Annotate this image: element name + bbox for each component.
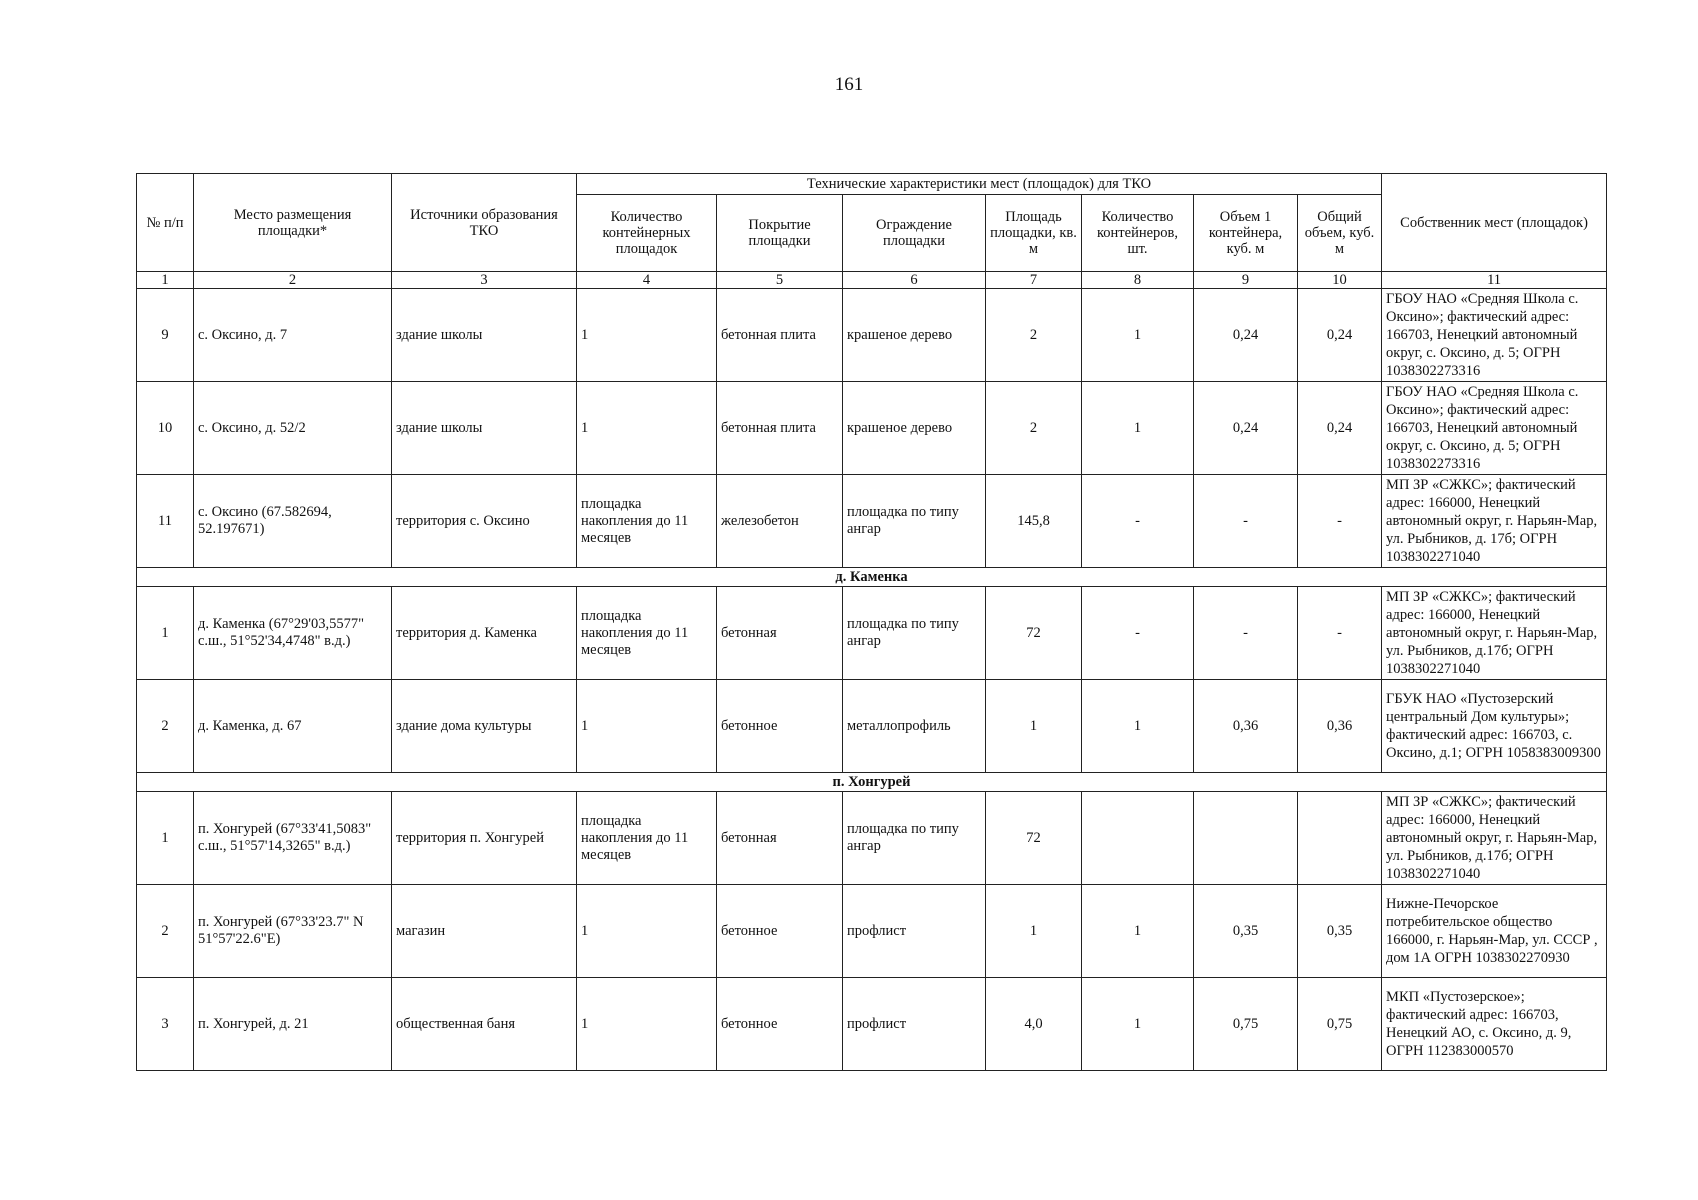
area-cell: 145,8 — [986, 475, 1082, 568]
tko-sites-table — [136, 173, 1607, 1071]
owner-cell: ГБОУ НАО «Средняя Школа с. Оксино»; фактический адрес: 166703, Ненецкий автономный округ, с. Оксино, д. 5; ОГРН 1038302273316 — [1382, 382, 1607, 475]
header-fence: Ограждение площадки — [843, 195, 986, 272]
container-count-cell: 1 — [1082, 978, 1194, 1071]
volume-total-cell: - — [1298, 475, 1382, 568]
volume-total-cell: 0,35 — [1298, 885, 1382, 978]
area-cell: 2 — [986, 382, 1082, 475]
owner-cell: ГБОУ НАО «Средняя Школа с. Оксино»; фактический адрес: 166703, Ненецкий автономный округ, с. Оксино, д. 5; ОГРН 1038302273316 — [1382, 289, 1607, 382]
owner-cell: МП ЗР «СЖКС»; фактический адрес: 166000, Ненецкий автономный округ, г. Нарьян-Мар, ул. Рыбников, д. 17б; ОГРН 1038302271040 — [1382, 475, 1607, 568]
owner-cell: МП ЗР «СЖКС»; фактический адрес: 166000, Ненецкий автономный округ, г. Нарьян-Мар, ул. Рыбников, д.17б; ОГРН 1038302271040 — [1382, 587, 1607, 680]
area-cell: 1 — [986, 680, 1082, 773]
column-number: 4 — [577, 272, 717, 289]
volume-total-cell: 0,24 — [1298, 289, 1382, 382]
place-cell: д. Каменка (67°29'03,5577" с.ш., 51°52'34,4748" в.д.) — [194, 587, 392, 680]
section-title: п. Хонгурей — [137, 773, 1607, 792]
owner-cell: ГБУК НАО «Пустозерский центральный Дом культуры»; фактический адрес: 166703, с. Оксино, д.1; ОГРН 1058383009300 — [1382, 680, 1607, 773]
table-body — [137, 272, 1607, 1071]
container-count-cell: 1 — [1082, 289, 1194, 382]
volume-one-cell: - — [1194, 475, 1298, 568]
table-row — [137, 587, 1607, 680]
fence-cell: крашеное дерево — [843, 289, 986, 382]
fence-cell: площадка по типу ангар — [843, 587, 986, 680]
place-cell: с. Оксино (67.582694, 52.197671) — [194, 475, 392, 568]
row-number: 1 — [137, 587, 194, 680]
owner-cell: МП ЗР «СЖКС»; фактический адрес: 166000, Ненецкий автономный округ, г. Нарьян-Мар, ул. Рыбников, д.17б; ОГРН 1038302271040 — [1382, 792, 1607, 885]
area-cell: 72 — [986, 792, 1082, 885]
site-count-cell: 1 — [577, 289, 717, 382]
volume-one-cell: 0,36 — [1194, 680, 1298, 773]
cover-cell: бетонная — [717, 587, 843, 680]
fence-cell: металлопрофиль — [843, 680, 986, 773]
table-row — [137, 382, 1607, 475]
column-number: 5 — [717, 272, 843, 289]
column-number: 1 — [137, 272, 194, 289]
site-count-cell: 1 — [577, 978, 717, 1071]
column-numbers-row — [137, 272, 1607, 289]
volume-total-cell: - — [1298, 587, 1382, 680]
row-number: 11 — [137, 475, 194, 568]
section-row — [137, 568, 1607, 587]
header-sources: Источники образования ТКО — [392, 174, 577, 272]
place-cell: с. Оксино, д. 52/2 — [194, 382, 392, 475]
volume-one-cell: 0,75 — [1194, 978, 1298, 1071]
header-owner: Собственник мест (площадок) — [1382, 174, 1607, 272]
column-number: 8 — [1082, 272, 1194, 289]
volume-total-cell: 0,24 — [1298, 382, 1382, 475]
container-count-cell — [1082, 792, 1194, 885]
header-volume-total: Общий объем, куб. м — [1298, 195, 1382, 272]
area-cell: 1 — [986, 885, 1082, 978]
place-cell: с. Оксино, д. 7 — [194, 289, 392, 382]
volume-one-cell: - — [1194, 587, 1298, 680]
site-count-cell: площадка накопления до 11 месяцев — [577, 587, 717, 680]
column-number: 9 — [1194, 272, 1298, 289]
column-number: 3 — [392, 272, 577, 289]
container-count-cell: 1 — [1082, 382, 1194, 475]
row-number: 3 — [137, 978, 194, 1071]
column-number: 11 — [1382, 272, 1607, 289]
cover-cell: бетонное — [717, 885, 843, 978]
source-cell: территория с. Оксино — [392, 475, 577, 568]
source-cell: магазин — [392, 885, 577, 978]
column-number: 6 — [843, 272, 986, 289]
page-number: 161 — [834, 74, 864, 95]
volume-total-cell: 0,36 — [1298, 680, 1382, 773]
section-title: д. Каменка — [137, 568, 1607, 587]
section-row — [137, 773, 1607, 792]
place-cell: п. Хонгурей (67°33'41,5083" с.ш., 51°57'14,3265" в.д.) — [194, 792, 392, 885]
place-cell: п. Хонгурей, д. 21 — [194, 978, 392, 1071]
cover-cell: бетонная — [717, 792, 843, 885]
header-area: Площадь площадки, кв. м — [986, 195, 1082, 272]
volume-total-cell — [1298, 792, 1382, 885]
volume-one-cell: 0,24 — [1194, 289, 1298, 382]
header-no: № п/п — [137, 174, 194, 272]
header-group-technical: Технические характеристики мест (площадок) для ТКО — [577, 174, 1382, 195]
site-count-cell: 1 — [577, 885, 717, 978]
area-cell: 72 — [986, 587, 1082, 680]
source-cell: территория п. Хонгурей — [392, 792, 577, 885]
source-cell: здание школы — [392, 289, 577, 382]
source-cell: территория д. Каменка — [392, 587, 577, 680]
fence-cell: площадка по типу ангар — [843, 792, 986, 885]
column-number: 2 — [194, 272, 392, 289]
fence-cell: профлист — [843, 885, 986, 978]
row-number: 10 — [137, 382, 194, 475]
owner-cell: Нижне-Печорское потребительское общество 166000, г. Нарьян-Мар, ул. СССР , дом 1А ОГРН 1038302270930 — [1382, 885, 1607, 978]
container-count-cell: 1 — [1082, 680, 1194, 773]
volume-one-cell — [1194, 792, 1298, 885]
table-row — [137, 978, 1607, 1071]
header-count-sites: Количество контейнерных площадок — [577, 195, 717, 272]
place-cell: д. Каменка, д. 67 — [194, 680, 392, 773]
table-row — [137, 792, 1607, 885]
table-row — [137, 885, 1607, 978]
header-cover: Покрытие площадки — [717, 195, 843, 272]
container-count-cell: - — [1082, 475, 1194, 568]
header-volume-one: Объем 1 контейнера, куб. м — [1194, 195, 1298, 272]
row-number: 9 — [137, 289, 194, 382]
cover-cell: бетонная плита — [717, 382, 843, 475]
row-number: 2 — [137, 680, 194, 773]
source-cell: здание школы — [392, 382, 577, 475]
place-cell: п. Хонгурей (67°33'23.7" N 51°57'22.6"E) — [194, 885, 392, 978]
header-count-containers: Количество контейнеров, шт. — [1082, 195, 1194, 272]
fence-cell: крашеное дерево — [843, 382, 986, 475]
volume-total-cell: 0,75 — [1298, 978, 1382, 1071]
cover-cell: бетонное — [717, 680, 843, 773]
source-cell: здание дома культуры — [392, 680, 577, 773]
cover-cell: бетонное — [717, 978, 843, 1071]
fence-cell: профлист — [843, 978, 986, 1071]
table-row — [137, 289, 1607, 382]
volume-one-cell: 0,35 — [1194, 885, 1298, 978]
area-cell: 2 — [986, 289, 1082, 382]
container-count-cell: - — [1082, 587, 1194, 680]
container-count-cell: 1 — [1082, 885, 1194, 978]
site-count-cell: площадка накопления до 11 месяцев — [577, 475, 717, 568]
header-row-1 — [137, 174, 1607, 195]
site-count-cell: 1 — [577, 382, 717, 475]
site-count-cell: 1 — [577, 680, 717, 773]
fence-cell: площадка по типу ангар — [843, 475, 986, 568]
header-place: Место размещения площадки* — [194, 174, 392, 272]
table-row — [137, 680, 1607, 773]
volume-one-cell: 0,24 — [1194, 382, 1298, 475]
site-count-cell: площадка накопления до 11 месяцев — [577, 792, 717, 885]
cover-cell: бетонная плита — [717, 289, 843, 382]
column-number: 10 — [1298, 272, 1382, 289]
owner-cell: МКП «Пустозерское»; фактический адрес: 166703, Ненецкий АО, с. Оксино, д. 9, ОГРН 112383000570 — [1382, 978, 1607, 1071]
row-number: 2 — [137, 885, 194, 978]
source-cell: общественная баня — [392, 978, 577, 1071]
cover-cell: железобетон — [717, 475, 843, 568]
area-cell: 4,0 — [986, 978, 1082, 1071]
table-row — [137, 475, 1607, 568]
row-number: 1 — [137, 792, 194, 885]
column-number: 7 — [986, 272, 1082, 289]
